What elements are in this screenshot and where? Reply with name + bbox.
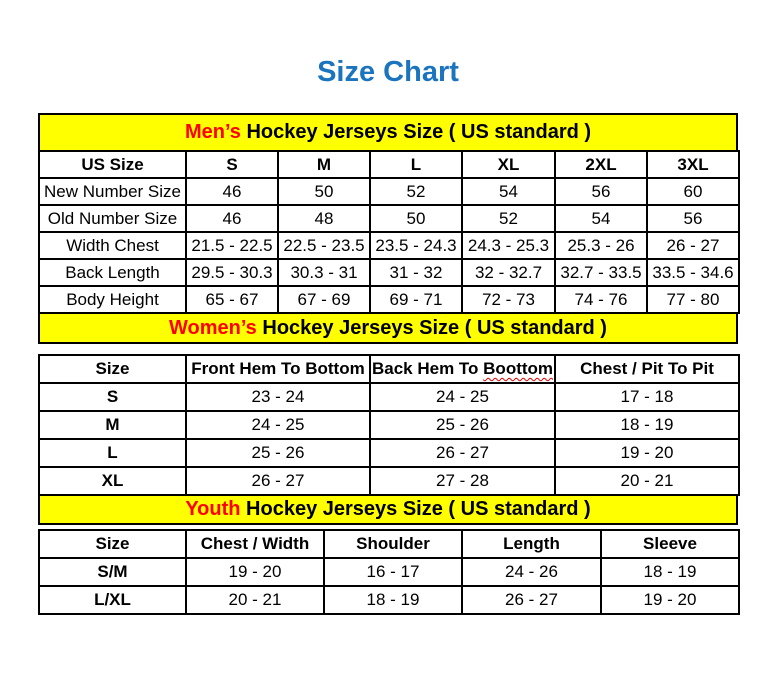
- cell-value: 19 - 20: [601, 586, 739, 614]
- cell-value: 19 - 20: [186, 558, 324, 586]
- table-row: [39, 439, 739, 467]
- table-row: [39, 232, 739, 259]
- cell-value: 30.3 - 31: [278, 259, 370, 286]
- womens-size-table: [38, 354, 740, 496]
- mens-size-table: [38, 150, 740, 314]
- cell-value: 29.5 - 30.3: [186, 259, 278, 286]
- row-label: L: [39, 439, 186, 467]
- womens-banner-text: Hockey Jerseys Size ( US standard ): [256, 317, 607, 339]
- youth-section-banner: [38, 494, 738, 525]
- cell-value: 21.5 - 22.5: [186, 232, 278, 259]
- youth-banner-highlight: Youth: [185, 498, 241, 520]
- table-row: [39, 467, 739, 495]
- row-label: S: [39, 383, 186, 411]
- cell-value: 67 - 69: [278, 286, 370, 313]
- cell-value: 27 - 28: [370, 467, 555, 495]
- column-header: US Size: [39, 151, 186, 178]
- cell-value: 56: [555, 178, 647, 205]
- column-header: 2XL: [555, 151, 647, 178]
- cell-value: 23.5 - 24.3: [370, 232, 462, 259]
- column-header: S: [186, 151, 278, 178]
- row-label: Old Number Size: [39, 205, 186, 232]
- section-gap: [38, 344, 738, 354]
- cell-value: 26 - 27: [370, 439, 555, 467]
- column-header: Front Hem To Bottom: [186, 355, 370, 383]
- cell-value: 17 - 18: [555, 383, 739, 411]
- row-label: M: [39, 411, 186, 439]
- youth-header-row: [39, 530, 739, 558]
- cell-value: 54: [555, 205, 647, 232]
- page-title: Size Chart: [317, 56, 459, 88]
- cell-value: 18 - 19: [601, 558, 739, 586]
- cell-value: 31 - 32: [370, 259, 462, 286]
- cell-value: 26 - 27: [462, 586, 601, 614]
- cell-value: 56: [647, 205, 739, 232]
- cell-value: 69 - 71: [370, 286, 462, 313]
- misspelled-word: Boottom: [483, 359, 554, 378]
- row-label: Back Length: [39, 259, 186, 286]
- cell-value: 22.5 - 23.5: [278, 232, 370, 259]
- column-header: Chest / Pit To Pit: [555, 355, 739, 383]
- cell-value: 18 - 19: [555, 411, 739, 439]
- cell-value: 32 - 32.7: [462, 259, 555, 286]
- mens-section-banner: [38, 113, 738, 152]
- cell-value: 24 - 26: [462, 558, 601, 586]
- mens-banner-highlight: Men’s: [184, 121, 241, 143]
- row-label: XL: [39, 467, 186, 495]
- column-header: Size: [39, 355, 186, 383]
- row-label: S/M: [39, 558, 186, 586]
- cell-value: 50: [278, 178, 370, 205]
- column-header: Back Hem To Boottom: [370, 355, 555, 383]
- cell-value: 16 - 17: [324, 558, 462, 586]
- cell-value: 20 - 21: [186, 586, 324, 614]
- cell-value: 74 - 76: [555, 286, 647, 313]
- cell-value: 25 - 26: [370, 411, 555, 439]
- column-header: L: [370, 151, 462, 178]
- cell-value: 72 - 73: [462, 286, 555, 313]
- youth-size-table: [38, 529, 740, 615]
- cell-value: 24 - 25: [186, 411, 370, 439]
- mens-banner-text: Hockey Jerseys Size ( US standard ): [240, 121, 592, 143]
- youth-banner-text: Hockey Jerseys Size ( US standard ): [240, 498, 591, 520]
- column-header: Chest / Width: [186, 530, 324, 558]
- table-row: [39, 586, 739, 614]
- column-header: Size: [39, 530, 186, 558]
- cell-value: 77 - 80: [647, 286, 739, 313]
- cell-value: 26 - 27: [647, 232, 739, 259]
- table-row: [39, 383, 739, 411]
- column-header: Length: [462, 530, 601, 558]
- table-row: [39, 411, 739, 439]
- size-chart-sheet: [38, 113, 738, 615]
- row-label: Body Height: [39, 286, 186, 313]
- cell-value: 52: [370, 178, 462, 205]
- cell-value: 25.3 - 26: [555, 232, 647, 259]
- table-row: [39, 178, 739, 205]
- table-row: [39, 286, 739, 313]
- cell-value: 65 - 67: [186, 286, 278, 313]
- womens-header-row: [39, 355, 739, 383]
- column-header: 3XL: [647, 151, 739, 178]
- column-header: Sleeve: [601, 530, 739, 558]
- cell-value: 52: [462, 205, 555, 232]
- cell-value: 19 - 20: [555, 439, 739, 467]
- row-label: Width Chest: [39, 232, 186, 259]
- cell-value: 26 - 27: [186, 467, 370, 495]
- cell-value: 46: [186, 205, 278, 232]
- cell-value: 60: [647, 178, 739, 205]
- cell-value: 23 - 24: [186, 383, 370, 411]
- row-label: New Number Size: [39, 178, 186, 205]
- column-header: XL: [462, 151, 555, 178]
- table-row: [39, 205, 739, 232]
- cell-value: 20 - 21: [555, 467, 739, 495]
- womens-banner-highlight: Women’s: [169, 317, 257, 339]
- womens-section-banner: [38, 312, 738, 344]
- cell-value: 24.3 - 25.3: [462, 232, 555, 259]
- mens-header-row: [39, 151, 739, 178]
- cell-value: 46: [186, 178, 278, 205]
- cell-value: 54: [462, 178, 555, 205]
- cell-value: 50: [370, 205, 462, 232]
- cell-value: 18 - 19: [324, 586, 462, 614]
- cell-value: 33.5 - 34.6: [647, 259, 739, 286]
- cell-value: 32.7 - 33.5: [555, 259, 647, 286]
- table-row: [39, 259, 739, 286]
- cell-value: 48: [278, 205, 370, 232]
- column-header: M: [278, 151, 370, 178]
- cell-value: 25 - 26: [186, 439, 370, 467]
- table-row: [39, 558, 739, 586]
- column-header: Shoulder: [324, 530, 462, 558]
- cell-value: 24 - 25: [370, 383, 555, 411]
- row-label: L/XL: [39, 586, 186, 614]
